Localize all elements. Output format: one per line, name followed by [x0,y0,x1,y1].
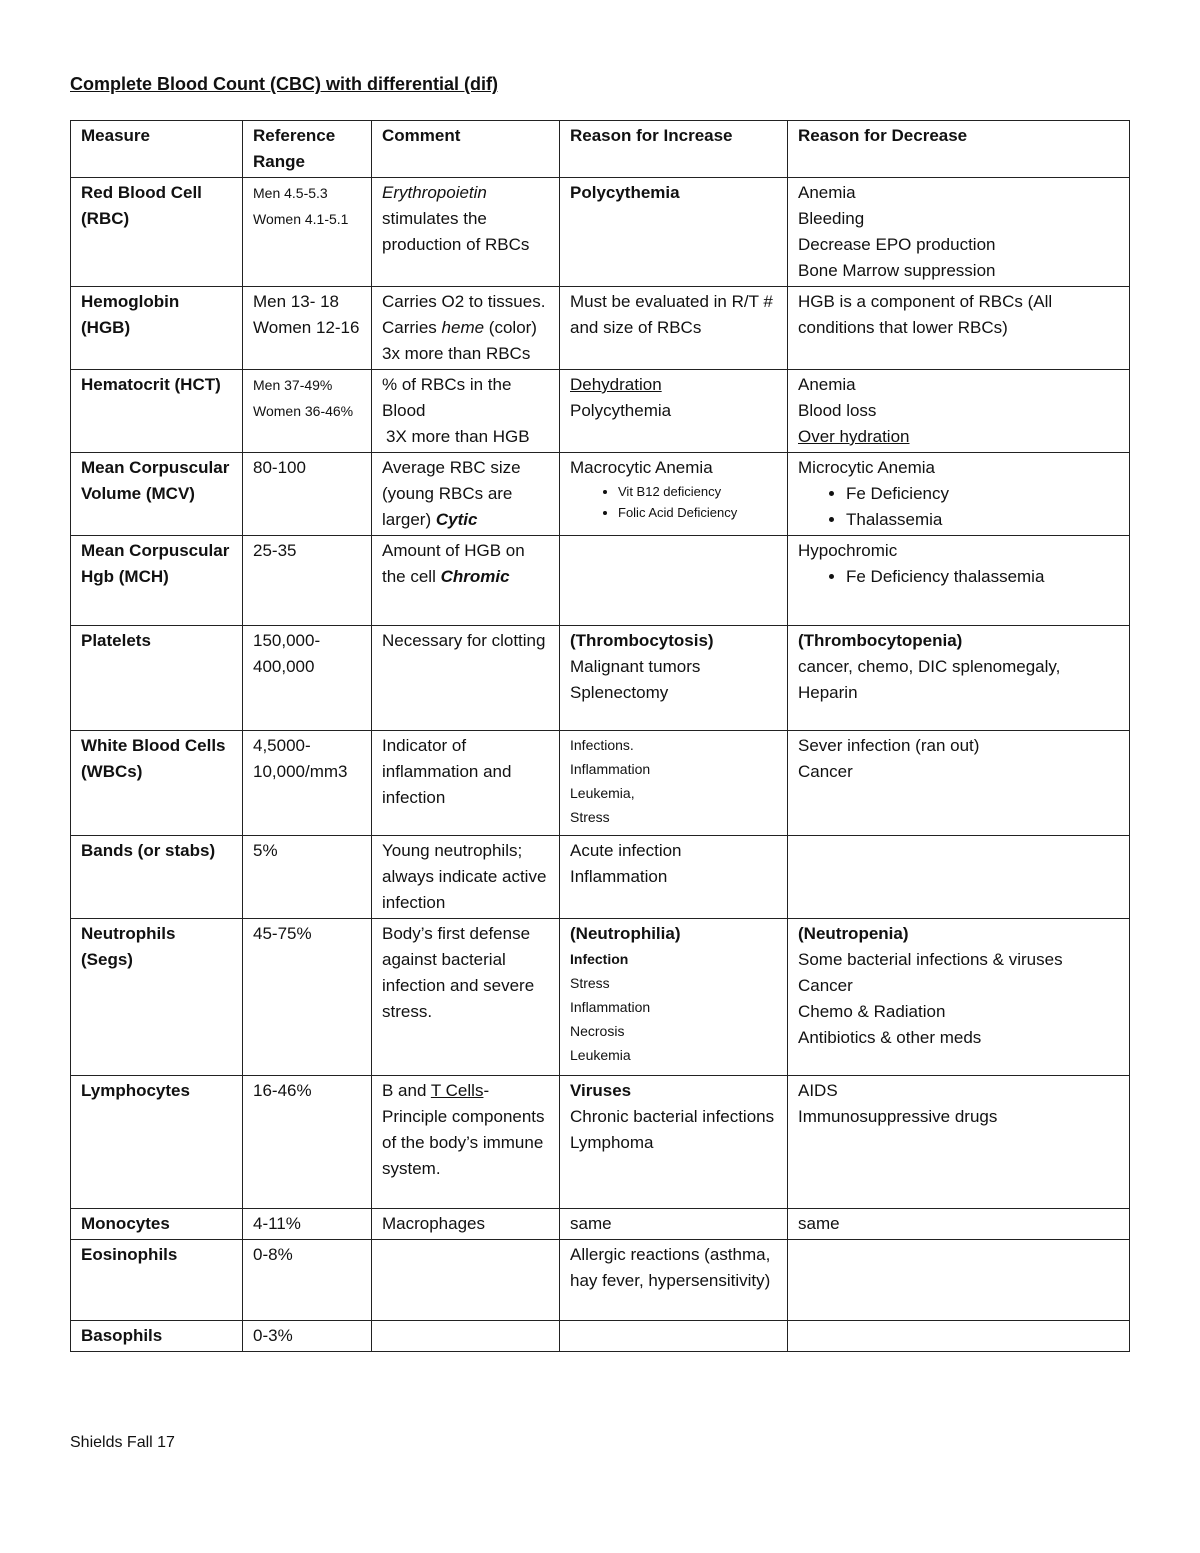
comment-part: Carries [382,318,437,337]
increase-item: Malignant tumors [570,657,701,676]
list-item: • Thalassemia [846,507,1119,533]
increase-cell: same [560,1209,788,1240]
increase-cell [560,536,788,626]
measure-cell: Eosinophils [71,1240,243,1321]
increase-head: (Neutrophilia) [570,924,681,943]
decrease-cell [788,836,1130,919]
increase-item: Splenectomy [570,683,669,702]
measure-cell: Basophils [71,1321,243,1352]
increase-item: Necrosis [570,1023,625,1039]
range-cell: 0-3% [243,1321,372,1352]
measure-cell: Lymphocytes [71,1076,243,1209]
table-row-monocytes [71,1209,1130,1240]
comment-cell [372,178,560,287]
decrease-head: (Neutropenia) [798,924,909,943]
range-cell [243,178,372,287]
comment-text: Average RBC size (young RBCs are larger) [382,458,521,529]
increase-item: Infections. [570,737,634,753]
comment-cell: Necessary for clotting [372,626,560,731]
table-row-hgb [71,287,1130,370]
decrease-item: Immunosuppressive drugs [798,1107,998,1126]
increase-cell [560,453,788,536]
decrease-cell [788,1321,1130,1352]
comment-cell [372,1240,560,1321]
range-cell: 5% [243,836,372,919]
table-header-row [71,121,1130,178]
table-row-basophils [71,1321,1130,1352]
decrease-item: Sever infection (ran out) [798,736,980,755]
range-women: Women 12-16 [253,318,360,337]
increase-item: Chronic bacterial infections [570,1107,775,1126]
comment-cell: Indicator of inflammation and infection [372,731,560,836]
range-cell: 4-11% [243,1209,372,1240]
header-measure: Measure [71,121,243,178]
table-row-neutrophils [71,919,1130,1076]
decrease-item: AIDS [798,1081,838,1100]
measure-cell: Hematocrit (HCT) [71,370,243,453]
comment-cell [372,453,560,536]
measure-cell: Hemoglobin (HGB) [71,287,243,370]
increase-cell [560,1076,788,1209]
list-item: • Vit B12 deficiency [618,481,777,502]
decrease-item: Chemo & Radiation [798,1002,946,1021]
comment-underlined: T Cells [430,1081,484,1100]
increase-item: Inflammation [570,761,651,777]
range-cell: 16-46% [243,1076,372,1209]
comment-cell [372,370,560,453]
increase-item: Stress [570,975,610,991]
comment-cell: Young neutrophils; always indicate active infection [372,836,560,919]
increase-item: Polycythemia [570,401,672,420]
comment-line: Carries O2 to tissues. [382,292,546,311]
increase-list [570,481,777,523]
decrease-item: Antibiotics & other meds [798,1028,982,1047]
table-row-hct [71,370,1130,453]
decrease-text: cancer, chemo, DIC splenomegaly, Heparin [798,657,1061,702]
decrease-head: Hypochromic [798,541,898,560]
increase-item: Leukemia, [570,785,635,801]
header-reason-decrease: Reason for Decrease [788,121,1130,178]
increase-cell: Allergic reactions (asthma, hay fever, hypersensitivity) [560,1240,788,1321]
decrease-item: Blood loss [798,401,877,420]
cbc-table [70,120,1130,1352]
increase-head: (Thrombocytosis) [570,631,714,650]
increase-item: Stress [570,809,610,825]
decrease-item: Over hydration [798,427,910,446]
comment-cell: Macrophages [372,1209,560,1240]
decrease-item: Cancer [798,762,853,781]
increase-cell [560,370,788,453]
header-reference-range: Reference Range [243,121,372,178]
comment-text: Amount of HGB on the cell [382,541,525,586]
range-women: Women 36-46% [253,403,354,419]
decrease-cell [788,536,1130,626]
increase-cell [560,626,788,731]
table-row-eosinophils [71,1240,1130,1321]
comment-emphasis: Cytic [435,510,478,529]
decrease-cell [788,1076,1130,1209]
increase-cell: Must be evaluated in R/T # and size of RBCs [560,287,788,370]
table-row-wbc [71,731,1130,836]
decrease-cell [788,919,1130,1076]
measure-cell: Red Blood Cell (RBC) [71,178,243,287]
comment-line: 3X more than HGB [386,427,530,446]
comment-italic: Erythropoietin [382,183,487,202]
increase-cell [560,731,788,836]
measure-cell: Platelets [71,626,243,731]
decrease-item: Anemia [798,183,856,202]
decrease-list [798,564,1119,590]
increase-cell [560,919,788,1076]
comment-cell [372,1076,560,1209]
header-comment: Comment [372,121,560,178]
increase-item: Inflammation [570,867,668,886]
table-row-mcv [71,453,1130,536]
comment-emphasis: Chromic [440,567,510,586]
comment-part: (color) [488,318,537,337]
increase-item: Lymphoma [570,1133,654,1152]
increase-head: Viruses [570,1081,632,1100]
comment-line: % of RBCs in the Blood [382,375,512,420]
range-women: Women 4.1-5.1 [253,211,349,227]
measure-cell: Mean Corpuscular Volume (MCV) [71,453,243,536]
list-item: • Fe Deficiency [846,481,1119,507]
decrease-cell [788,626,1130,731]
decrease-cell [788,178,1130,287]
comment-cell [372,536,560,626]
increase-head: Macrocytic Anemia [570,458,713,477]
measure-cell: Bands (or stabs) [71,836,243,919]
page-title: Complete Blood Count (CBC) with differential (dif) [70,74,498,94]
table-row-bands [71,836,1130,919]
increase-item: Dehydration [570,375,662,394]
range-cell: 4,5000-10,000/mm3 [243,731,372,836]
range-cell: 150,000-400,000 [243,626,372,731]
table-row-lymphocytes [71,1076,1130,1209]
increase-cell [560,1321,788,1352]
decrease-list [798,481,1119,533]
measure-cell: Mean Corpuscular Hgb (MCH) [71,536,243,626]
decrease-item: Cancer [798,976,853,995]
list-item: • Fe Deficiency thalassemia [846,564,1079,590]
range-cell [243,370,372,453]
increase-item: Acute infection [570,841,682,860]
comment-line: 3x more than RBCs [382,344,531,363]
decrease-cell: same [788,1209,1130,1240]
table-row-rbc [71,178,1130,287]
measure-cell: Neutrophils (Segs) [71,919,243,1076]
decrease-cell [788,731,1130,836]
range-cell: 80-100 [243,453,372,536]
decrease-cell [788,370,1130,453]
header-reason-increase: Reason for Increase [560,121,788,178]
increase-item: Infection [570,951,629,967]
increase-item: Inflammation [570,999,651,1015]
decrease-item: Bleeding [798,209,865,228]
increase-cell: Polycythemia [560,178,788,287]
range-cell: 25-35 [243,536,372,626]
range-cell: 0-8% [243,1240,372,1321]
comment-italic: heme [441,318,485,337]
range-men: Men 37-49% [253,377,333,393]
comment-cell [372,1321,560,1352]
decrease-cell: HGB is a component of RBCs (All conditions that lower RBCs) [788,287,1130,370]
table-row-platelets [71,626,1130,731]
range-men: Men 13- 18 [253,292,339,311]
decrease-head: Microcytic Anemia [798,458,935,477]
table-row-mch [71,536,1130,626]
comment-cell [372,287,560,370]
comment-cell: Body’s first defense against bacterial infection and severe stress. [372,919,560,1076]
increase-item: Leukemia [570,1047,631,1063]
measure-cell: White Blood Cells (WBCs) [71,731,243,836]
decrease-item: Some bacterial infections & viruses [798,950,1063,969]
comment-text: stimulates the production of RBCs [382,209,530,254]
decrease-item: Anemia [798,375,856,394]
measure-cell: Monocytes [71,1209,243,1240]
list-item: • Folic Acid Deficiency [618,502,777,523]
increase-cell [560,836,788,919]
range-cell [243,287,372,370]
decrease-item: Decrease EPO production [798,235,996,254]
comment-part: - Principle components of the body’s immune system. [382,1081,545,1178]
comment-part: B and [382,1081,427,1100]
decrease-cell [788,453,1130,536]
decrease-cell [788,1240,1130,1321]
page-footer: Shields Fall 17 [70,1434,175,1451]
decrease-item: Bone Marrow suppression [798,261,996,280]
range-cell: 45-75% [243,919,372,1076]
decrease-head: (Thrombocytopenia) [798,631,963,650]
range-men: Men 4.5-5.3 [253,185,328,201]
comment-line [382,315,549,341]
